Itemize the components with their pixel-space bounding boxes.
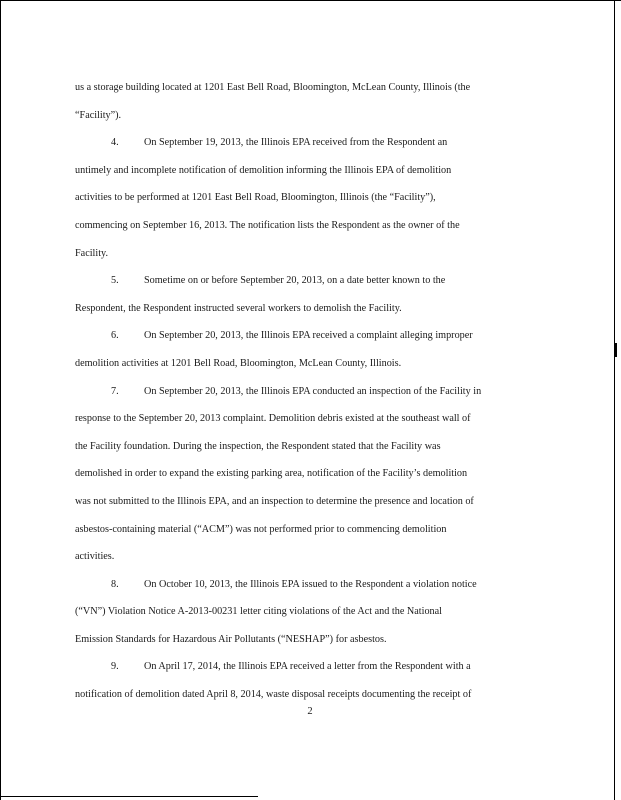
- paragraph-4-first-line: [75, 129, 545, 157]
- scan-border-left: [0, 0, 1, 800]
- text-line: Emission Standards for Hazardous Air Pollutants (“NESHAP”) for asbestos.: [75, 633, 387, 645]
- text-line: On April 17, 2014, the Illinois EPA received a letter from the Respondent with a: [144, 661, 471, 673]
- scan-mark: [615, 343, 617, 357]
- scan-border-top: [0, 0, 621, 1]
- text-line: response to the September 20, 2013 complaint. Demolition debris existed at the southeast wall of: [75, 413, 471, 425]
- scan-border-right: [614, 0, 615, 800]
- text-line: Facility.: [75, 247, 109, 259]
- paragraph-number: 7.: [111, 385, 119, 397]
- paragraph-5-first-line: [75, 267, 545, 295]
- text-line: demolition activities at 1201 Bell Road, Bloomington, McLean County, Illinois.: [75, 357, 402, 369]
- page-number: 2: [307, 706, 313, 717]
- paragraph-number: 6.: [111, 330, 119, 342]
- paragraph-8-first-line: [75, 571, 545, 599]
- paragraph-number: 5.: [111, 275, 119, 287]
- text-line: On September 19, 2013, the Illinois EPA received from the Respondent an: [144, 137, 448, 149]
- paragraph-number: 9.: [111, 661, 119, 673]
- text-line: activities to be performed at 1201 East Bell Road, Bloomington, Illinois (the “Facility”),: [75, 192, 436, 204]
- text-line: the Facility foundation. During the inspection, the Respondent stated that the Facility was: [75, 440, 441, 452]
- paragraph-7-first-line: [75, 378, 545, 406]
- scan-border-bottom: [0, 796, 258, 797]
- paragraph-9-first-line: [75, 653, 545, 681]
- paragraph-number: 4.: [111, 137, 119, 149]
- paragraph-6-first-line: [75, 322, 545, 350]
- paragraph-number: 8.: [111, 578, 119, 590]
- text-line: demolished in order to expand the existing parking area, notification of the Facility’s demolition: [75, 468, 468, 480]
- text-line: activities.: [75, 551, 115, 563]
- text-line: “Facility”).: [75, 109, 122, 121]
- body-text: [75, 74, 545, 709]
- text-line: On September 20, 2013, the Illinois EPA received a complaint alleging improper: [144, 330, 473, 342]
- text-line: notification of demolition dated April 8, 2014, waste disposal receipts documenting the receipt of: [75, 689, 472, 701]
- text-line: was not submitted to the Illinois EPA, and an inspection to determine the presence and location of: [75, 495, 474, 507]
- text-line: us a storage building located at 1201 East Bell Road, Bloomington, McLean County, Illinois (the: [75, 82, 471, 93]
- text-line: untimely and incomplete notification of demolition informing the Illinois EPA of demolition: [75, 164, 452, 176]
- text-line: (“VN”) Violation Notice A-2013-00231 letter citing violations of the Act and the National: [75, 606, 442, 618]
- text-line: On September 20, 2013, the Illinois EPA conducted an inspection of the Facility in: [144, 385, 482, 397]
- text-line: commencing on September 16, 2013. The notification lists the Respondent as the owner of the: [75, 219, 460, 231]
- text-line: On October 10, 2013, the Illinois EPA issued to the Respondent a violation notice: [144, 578, 477, 590]
- text-line: Sometime on or before September 20, 2013, on a date better known to the: [144, 275, 446, 287]
- text-line: Respondent, the Respondent instructed several workers to demolish the Facility.: [75, 302, 402, 314]
- text-line: asbestos-containing material (“ACM”) was not performed prior to commencing demolition: [75, 523, 447, 535]
